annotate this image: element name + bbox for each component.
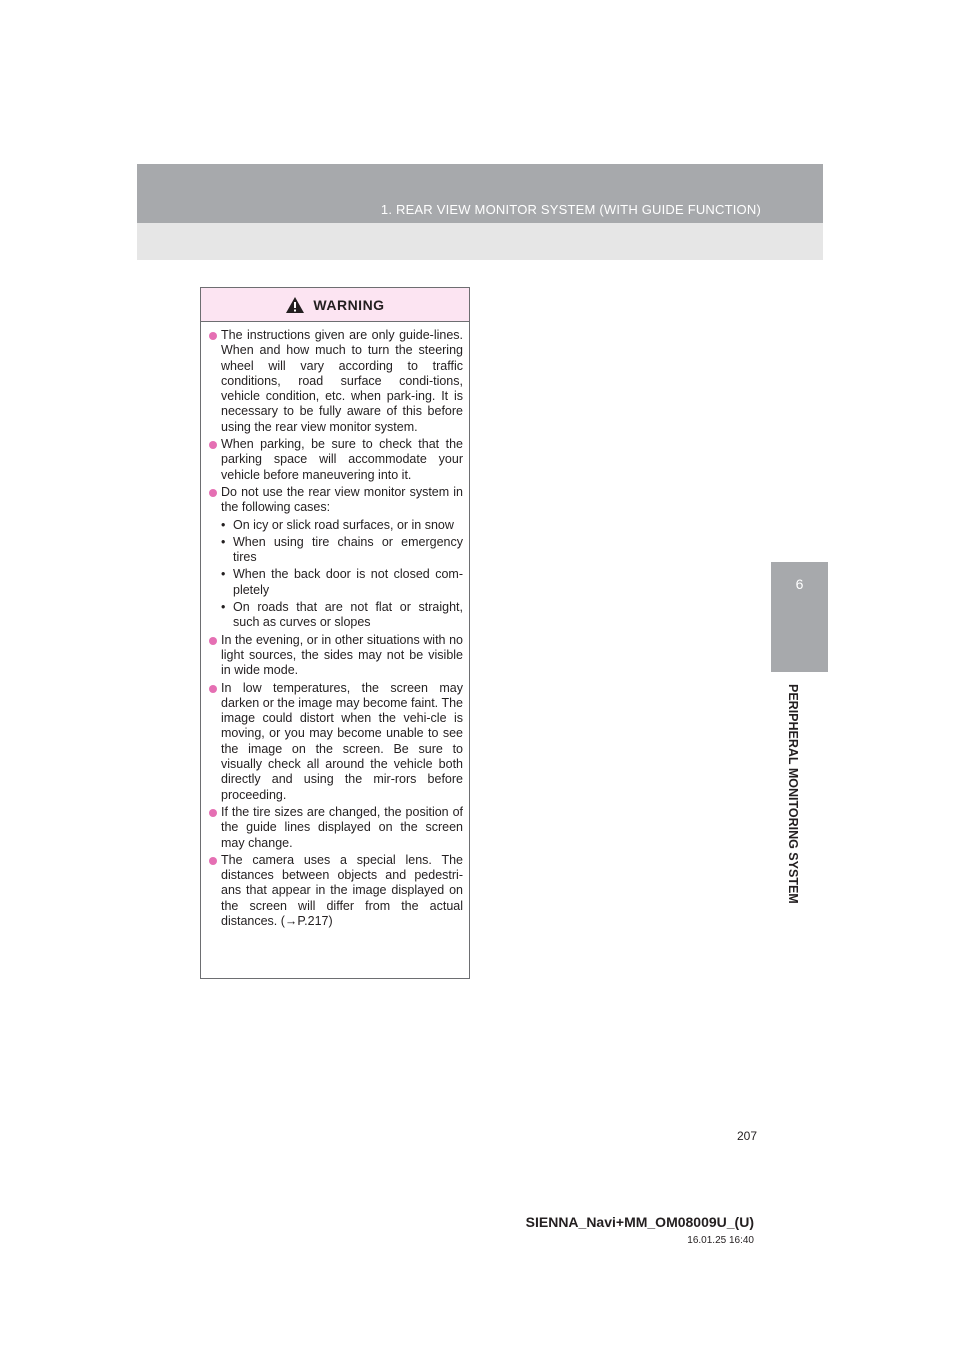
print-timestamp: 16.01.25 16:40 (687, 1235, 754, 1246)
warning-triangle-icon (285, 296, 305, 314)
warning-subitem (221, 567, 463, 598)
section-header-bar (137, 164, 823, 223)
warning-item-text: The camera uses a special lens. The distances between objects and pedestri-ans that appear in the image displayed on the screen will differ from the actual distances. (→P.217) (221, 852, 463, 928)
bullet-dot-icon (209, 489, 217, 497)
warning-subitem-text: When using tire chains or emergency tires (233, 534, 463, 565)
page-number: 207 (737, 1129, 758, 1143)
document-code: SIENNA_Navi+MM_OM08009U_(U) (525, 1214, 754, 1230)
sub-bullet-marker: • (221, 567, 226, 582)
warning-item-text: Do not use the rear view monitor system in the following cases: (221, 484, 463, 515)
warning-item (209, 633, 463, 679)
warning-item (209, 681, 463, 803)
bullet-dot-icon (209, 857, 217, 865)
warning-item-text: In the evening, or in other situations with no light sources, the sides may not be visible in wide mode. (221, 632, 463, 678)
bullet-dot-icon (209, 685, 217, 693)
bullet-dot-icon (209, 332, 217, 340)
section-header-band (137, 164, 823, 260)
warning-item (209, 485, 463, 631)
warning-item (209, 437, 463, 483)
warning-item-text: If the tire sizes are changed, the position of the guide lines displayed on the screen may change. (221, 804, 463, 850)
warning-item-text: In low temperatures, the screen may darken or the image may become faint. The image could distort when the vehi-cle is moving, or you may become unable to see the image on the screen. Be sure to visually check all around the vehicle both directly and using the mir-rors before proceeding. (221, 680, 463, 802)
warning-item (209, 328, 463, 435)
warning-item (209, 805, 463, 851)
warning-header (201, 288, 469, 322)
warning-subitem-text: On icy or slick road surfaces, or in snow (233, 517, 454, 532)
warning-item (209, 853, 463, 929)
warning-item-text: The instructions given are only guide-lines. When and how much to turn the steering wheel will vary according to traffic conditions, road surface condi-tions, vehicle condition, etc. when park-ing. It is necessary to be fully aware of this before using the rear view monitor system. (221, 328, 463, 434)
chapter-label-container (786, 684, 810, 904)
warning-list (201, 322, 469, 929)
chapter-label: PERIPHERAL MONITORING SYSTEM (786, 684, 800, 904)
warning-item-text: When parking, be sure to check that the parking space will accommodate your vehicle before maneuvering into it. (221, 437, 463, 482)
section-title: 1. REAR VIEW MONITOR SYSTEM (WITH GUIDE FUNCTION) (380, 202, 761, 217)
warning-box (200, 287, 470, 979)
warning-subitem-text: When the back door is not closed com-pletely (233, 567, 463, 597)
bullet-dot-icon (209, 809, 217, 817)
bullet-dot-icon (209, 637, 217, 645)
warning-subitem-text: On roads that are not flat or straight, such as curves or slopes (233, 600, 463, 630)
chapter-tab (771, 562, 828, 672)
warning-subitem (221, 535, 463, 566)
warning-title: WARNING (313, 296, 385, 313)
bullet-dot-icon (209, 441, 217, 449)
warning-subitem (221, 518, 463, 533)
sub-bullet-marker: • (221, 534, 226, 549)
sub-bullet-marker: • (221, 600, 226, 615)
chapter-number: 6 (795, 576, 804, 592)
warning-subitem (221, 600, 463, 631)
sub-bullet-marker: • (221, 517, 226, 532)
